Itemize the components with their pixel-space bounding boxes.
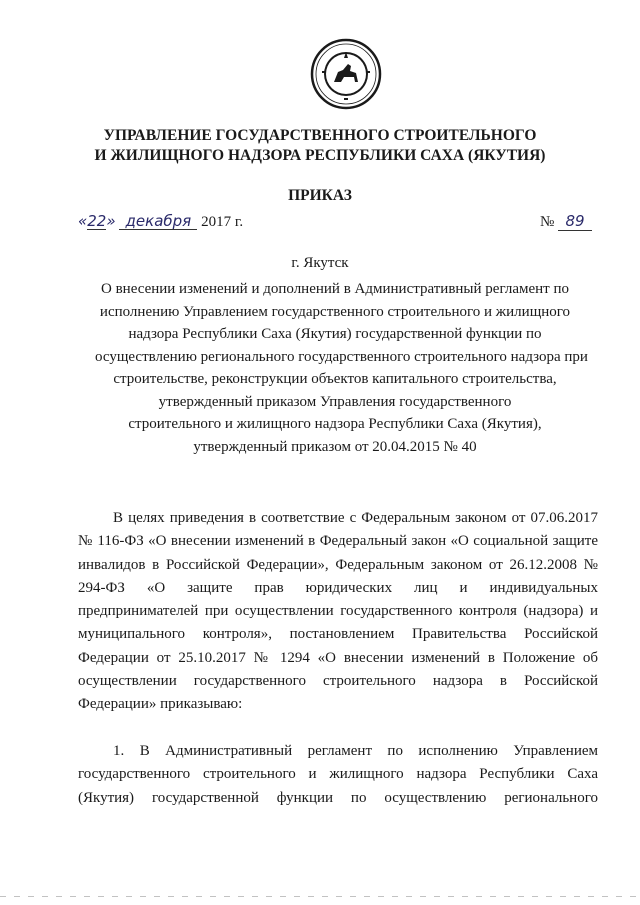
paragraph-line: (Якутия) государственной функции по осуществлению регионального bbox=[78, 789, 598, 806]
paragraph-line: № 116-ФЗ «О внесении изменений в Федеральный закон «О социальной защите bbox=[78, 533, 598, 550]
paragraph-line: государственного строительного и жилищного надзора Республики Саха bbox=[78, 766, 598, 783]
coat-of-arms-emblem bbox=[310, 38, 382, 110]
title-line: исполнению Управлением государственного строительного и жилищного bbox=[99, 303, 571, 320]
preamble-paragraph bbox=[78, 507, 598, 717]
scan-edge-line bbox=[0, 896, 640, 897]
order-number bbox=[540, 212, 592, 231]
order-title bbox=[95, 278, 588, 458]
paragraph-line: 1. В Административный регламент по исполнению Управлением bbox=[113, 743, 598, 759]
paragraph-line: инвалидов в Российской Федерации», Федеральным законом от 26.12.2008 № bbox=[78, 556, 598, 573]
title-line: строительстве, реконструкции объектов капитального строительства, bbox=[113, 371, 557, 387]
number-value: 89 bbox=[558, 212, 592, 231]
paragraph-line: Федерации» приказываю: bbox=[78, 696, 243, 713]
agency-name-line-2: И ЖИЛИЩНОГО НАДЗОРА РЕСПУБЛИКИ САХА (ЯКУТИЯ) bbox=[94, 147, 546, 164]
title-line: надзора Республики Саха (Якутия) государственной функции по bbox=[128, 326, 542, 342]
paragraph-line: осуществлении государственного строительного надзора в Российской bbox=[78, 673, 598, 690]
paragraph-line: 294-ФЗ «О защите прав юридических лиц и индивидуальных bbox=[78, 579, 598, 596]
date-day: 22 bbox=[87, 212, 107, 230]
title-line: строительного и жилищного надзора Республики Саха (Якутия), bbox=[128, 416, 542, 432]
date-year: 2017 г. bbox=[201, 214, 244, 230]
number-label: № bbox=[540, 214, 555, 230]
title-line: О внесении изменений и дополнений в Административный регламент по bbox=[101, 281, 569, 297]
city: г. Якутск bbox=[291, 255, 349, 271]
paragraph-line: Федерации от 25.10.2017 № 1294 «О внесении изменений в Положение об bbox=[78, 649, 598, 666]
paragraph-line: муниципального контроля», постановлением Правительства Российской bbox=[78, 626, 598, 643]
document-type: ПРИКАЗ bbox=[288, 187, 352, 204]
date-close-quote: » bbox=[106, 212, 116, 230]
date-open-quote: « bbox=[78, 212, 88, 230]
date-month: декабря bbox=[119, 213, 197, 230]
title-line: осуществлению регионального государственного строительного надзора при bbox=[95, 348, 588, 365]
title-line: утвержденный приказом от 20.04.2015 № 40 bbox=[193, 438, 477, 455]
paragraph-line: В целях приведения в соответствие с Федеральным законом от 07.06.2017 bbox=[113, 510, 598, 526]
title-line: утвержденный приказом Управления государственного bbox=[158, 393, 512, 410]
agency-name-line-1: УПРАВЛЕНИЕ ГОСУДАРСТВЕННОГО СТРОИТЕЛЬНОГО bbox=[103, 127, 537, 144]
item-1-paragraph bbox=[78, 740, 598, 810]
order-date bbox=[78, 212, 243, 231]
paragraph-line: предпринимателей при осуществлении государственного контроля (надзора) и bbox=[78, 603, 598, 620]
